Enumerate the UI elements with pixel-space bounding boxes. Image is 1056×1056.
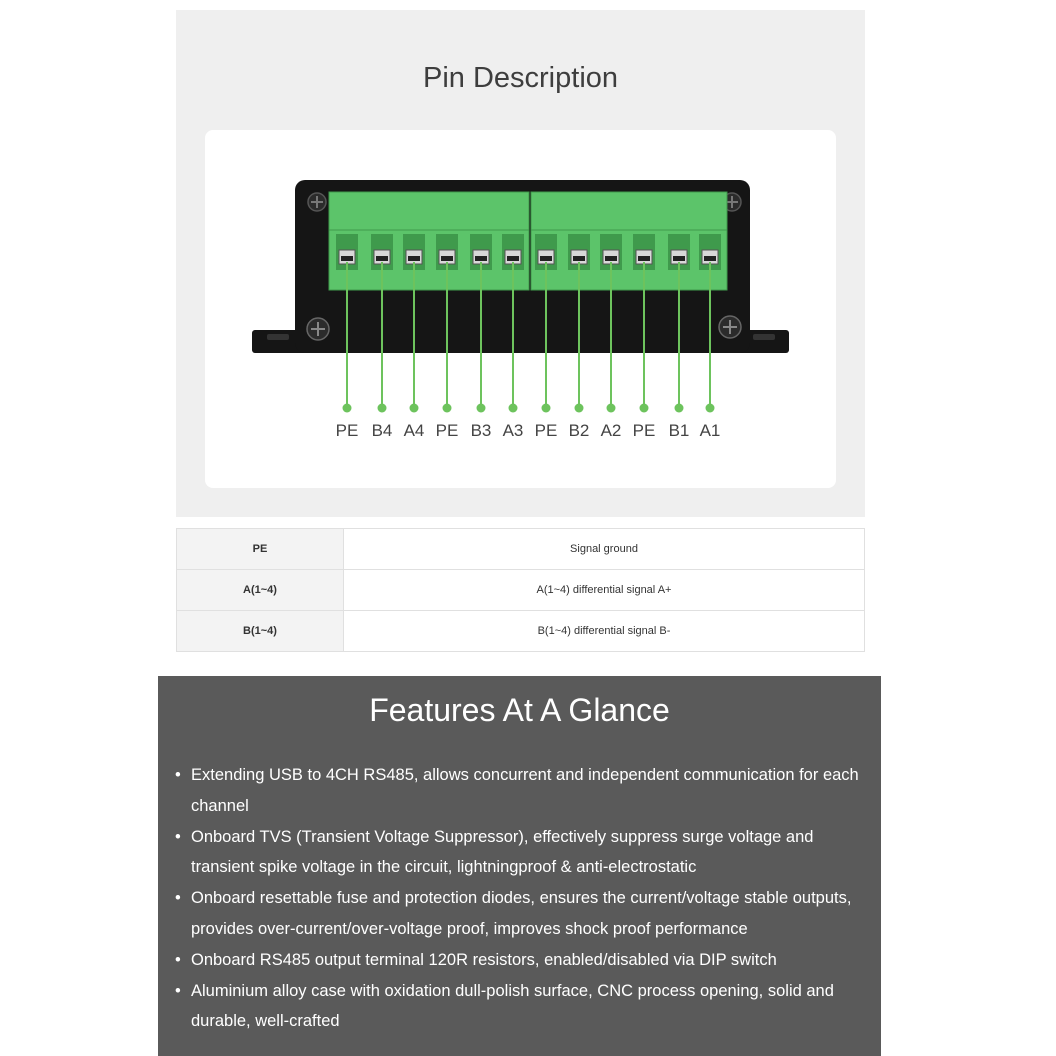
pin-lead-dot xyxy=(706,404,715,413)
pin-name-cell: PE xyxy=(177,529,344,570)
terminal-clamp-hole xyxy=(704,256,716,261)
terminal-clamp-hole xyxy=(441,256,453,261)
terminal-clamp-hole xyxy=(408,256,420,261)
screw-icon xyxy=(308,193,326,211)
terminal-clamp-hole xyxy=(341,256,353,261)
pin-label: PE xyxy=(534,421,558,440)
list-item: • Onboard TVS (Transient Voltage Suppressor), effectively suppress surge voltage and transient spike voltage in the circuit, lightningproof & anti-electrostatic xyxy=(191,822,871,884)
pin-description-cell: A(1~4) differential signal A+ xyxy=(344,570,865,611)
terminal-clamp-hole xyxy=(673,256,685,261)
pin-label: B1 xyxy=(668,421,690,440)
device-image-card xyxy=(205,130,836,488)
pin-description-cell: B(1~4) differential signal B- xyxy=(344,611,865,652)
screw-icon xyxy=(719,316,741,338)
pin-lead-dot xyxy=(343,404,352,413)
terminal-clamp-hole xyxy=(376,256,388,261)
features-section xyxy=(158,676,881,1056)
pin-name-cell: A(1~4) xyxy=(177,570,344,611)
pin-label: PE xyxy=(435,421,459,440)
pin-description-section xyxy=(176,10,865,517)
pin-lead-dot xyxy=(378,404,387,413)
pin-label: B2 xyxy=(568,421,590,440)
features-list xyxy=(191,760,871,1037)
screw-icon xyxy=(307,318,329,340)
terminal-clamp-hole xyxy=(638,256,650,261)
list-item: • Onboard resettable fuse and protection diodes, ensures the current/voltage stable outputs, provides over-current/over-voltage proof, improves shock proof performance xyxy=(191,883,871,945)
pin-lead-dot xyxy=(477,404,486,413)
pin-lead-dot xyxy=(675,404,684,413)
terminal-block-right xyxy=(531,192,727,290)
list-item: • Onboard RS485 output terminal 120R resistors, enabled/disabled via DIP switch xyxy=(191,945,871,976)
terminal-clamp-hole xyxy=(507,256,519,261)
pin-label: B4 xyxy=(371,421,393,440)
pin-lead-dot xyxy=(410,404,419,413)
pin-label: A4 xyxy=(403,421,425,440)
pin-lead-dot xyxy=(575,404,584,413)
pin-label: A3 xyxy=(502,421,524,440)
list-item: • Aluminium alloy case with oxidation dull-polish surface, CNC process opening, solid and durable, well-crafted xyxy=(191,976,871,1038)
pin-label: B3 xyxy=(470,421,492,440)
pin-table xyxy=(176,528,865,652)
terminal-block-left xyxy=(329,192,529,290)
table-row xyxy=(177,570,865,611)
pin-name-cell: B(1~4) xyxy=(177,611,344,652)
list-item: • Extending USB to 4CH RS485, allows concurrent and independent communication for each channel xyxy=(191,760,871,822)
pin-lead-dot xyxy=(607,404,616,413)
pin-lead-dot xyxy=(443,404,452,413)
pin-label: PE xyxy=(335,421,359,440)
pin-description-title: Pin Description xyxy=(422,62,619,94)
terminal-clamp-hole xyxy=(573,256,585,261)
flange-slot xyxy=(267,334,289,340)
device-illustration xyxy=(205,130,836,488)
features-title: Features At A Glance xyxy=(369,692,670,728)
pin-lead-dot xyxy=(640,404,649,413)
flange-slot xyxy=(753,334,775,340)
terminal-clamp-hole xyxy=(540,256,552,261)
table-row xyxy=(177,611,865,652)
terminal-clamp-hole xyxy=(475,256,487,261)
pin-label: A1 xyxy=(699,421,721,440)
pin-lead-dot xyxy=(542,404,551,413)
terminal-clamp-hole xyxy=(605,256,617,261)
pin-description-cell: Signal ground xyxy=(344,529,865,570)
pin-label: A2 xyxy=(600,421,622,440)
pin-label: PE xyxy=(632,421,656,440)
pin-lead-dot xyxy=(509,404,518,413)
table-row xyxy=(177,529,865,570)
